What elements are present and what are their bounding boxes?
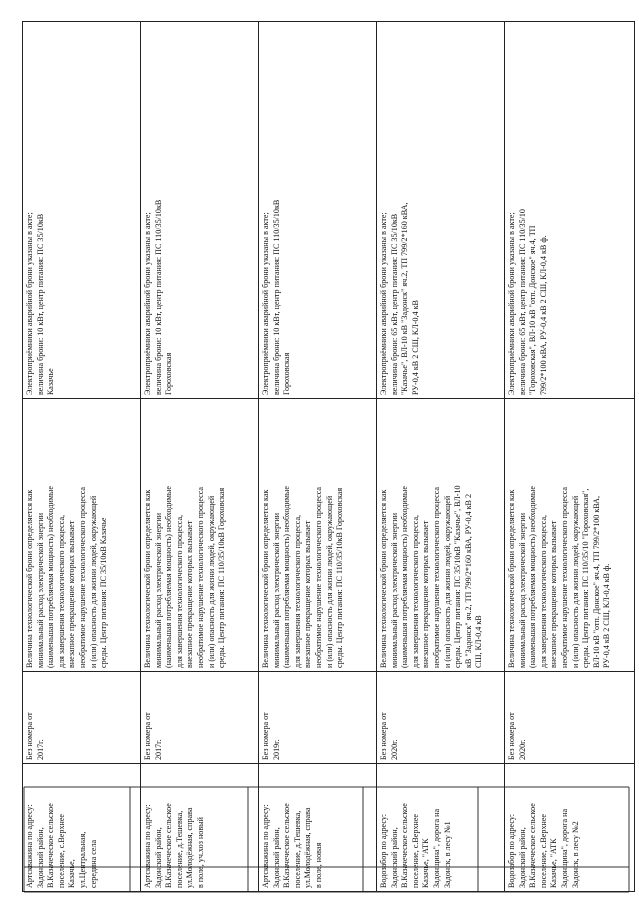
tech-reserve-basis-cell: Величина технологической брони определяется как минимальный расход электрической энергии (наименьшая потребляемая мощность) необходимые для завершения технологического процесса, внезапное прекращение которых вызывает необратимое нарушение технологического процесса и (или) опасность для жизни людей, окружающей среды. Центр питания: ПС 35/10кВ Казачье (23, 399, 141, 672)
object-address-cell: Артскважина по адресу: Задонский район, В.Казачеческое сельское поселение, д.Тешевка, ул.Молодёжная, справа в поле, уч.хоз новый (141, 764, 259, 892)
act-number-cell: Без номера от 2020г. (505, 672, 635, 764)
table-row (23, 22, 141, 892)
object-address-cell: Водозабор по адресу: Задонский район, В.Казачеческое сельское поселение, с.Верхнее Казачье, "АТК Задонщина", дорога на Задонск, в лесу №1 (377, 764, 505, 892)
table-row (505, 22, 635, 892)
tech-reserve-basis-cell: Величина технологической брони определяется как минимальный расход электрической энергии (наименьшая потребляемая мощность) необходимые для завершения технологического процесса, внезапное прекращение которых вызывает необратимое нарушение технологического процесса и (или) опасность для жизни людей, окружающей среды. Центр питания: ПС 110/35/10 "Гороховская", ВЛ-10 кВ "отп. Донское" яч.4, ТП 799/2*100 кВА, РУ-0,4 кВ 2 СШ, КЛ-0,4 кВ ф. (505, 399, 635, 672)
object-address-cell: Артскважина по адресу: Задонский район, В.Казачеческое сельское поселение, д.Тешевка, ул.Молодёжная, справа в поле, новая (259, 764, 377, 892)
emergency-reserve-cell: Электроприёмники аварийной брони указаны в акте; величина брони: 65 кВт, центр питания: ПС 35/10кВ "Казачье", ВЛ-10 кВ "Задонск" яч.2, ТП 799/2*160 кВА, РУ-0,4 кВ 2 СШ, КЛ-0,4 кВ (377, 22, 505, 399)
object-address-cell: Артскважина по адресу: Задонский район, В.Казачеческое сельское поселение, с.Верхнее Казачье, ул.Центральная, середина села (23, 764, 141, 892)
table-row (141, 22, 259, 892)
tech-reserve-basis-cell: Величина технологической брони определяется как минимальный расход электрической энергии (наименьшая потребляемая мощность) необходимые для завершения технологического процесса, внезапное прекращение которых вызывает необратимое нарушение технологического процесса и (или) опасность для жизни людей, окружающей среды. Центр питания: ПС 110/35/10кВ Гороховская (141, 399, 259, 672)
emergency-reserve-cell: Электроприёмники аварийной брони указаны в акте; величина брони: 65 кВт, центр питания: ПС 110/35/10 "Гороховская", ВЛ-10 кВ "отп. Донское" яч.4, ТП 799/2*100 кВА, РУ-0,4 кВ 2 СШ, КЛ-0,4 кВ ф. (505, 22, 635, 399)
act-number-cell: Без номера от 2017г. (23, 672, 141, 764)
emergency-reserve-cell: Электроприёмники аварийной брони указаны в акте; величина брони: 10 кВт, центр питания: ПС 110/35/10кВ Гороховская (141, 22, 259, 399)
table-row (377, 22, 505, 892)
act-number-cell: Без номера от 2019г. (259, 672, 377, 764)
object-address-cell: Водозабор по адресу: Задонский район, В.Казачеческое сельское поселение, с.Верхнее Казачье, "АТК Задонщина", дорога на Задонск, в лесу №2 (505, 764, 635, 892)
tech-reserve-basis-cell: Величина технологической брони определяется как минимальный расход электрической энергии (наименьшая потребляемая мощность) необходимые для завершения технологического процесса, внезапное прекращение которых вызывает необратимое нарушение технологического процесса и (или) опасность для жизни людей, окружающей среды. Центр питания: ПС 35/10кВ "Казачье", ВЛ-10 кВ "Задонск" яч.2, ТП 799/2*160 кВА, РУ-0,4 кВ 2 СШ, КЛ-0,4 кВ (377, 399, 505, 672)
act-number-cell: Без номера от 2020г. (377, 672, 505, 764)
act-number-cell: Без номера от 2017г. (141, 672, 259, 764)
table-row (259, 22, 377, 892)
emergency-reserve-cell: Электроприёмники аварийной брони указаны в акте; величина брони: 10 кВт, центр питания: ПС 35/10кВ Казачье (23, 22, 141, 399)
rotated-document-table (22, 22, 634, 892)
tech-reserve-basis-cell: Величина технологической брони определяется как минимальный расход электрической энергии (наименьшая потребляемая мощность) необходимые для завершения технологического процесса, внезапное прекращение которых вызывает необратимое нарушение технологического процесса и (или) опасность для жизни людей, окружающей среды. Центр питания: ПС 110/35/10кВ Гороховская (259, 399, 377, 672)
reserve-table (22, 21, 635, 892)
emergency-reserve-cell: Электроприёмники аварийной брони указаны в акте; величина брони: 10 кВт, центр питания: ПС 110/35/10кВ Гороховская (259, 22, 377, 399)
